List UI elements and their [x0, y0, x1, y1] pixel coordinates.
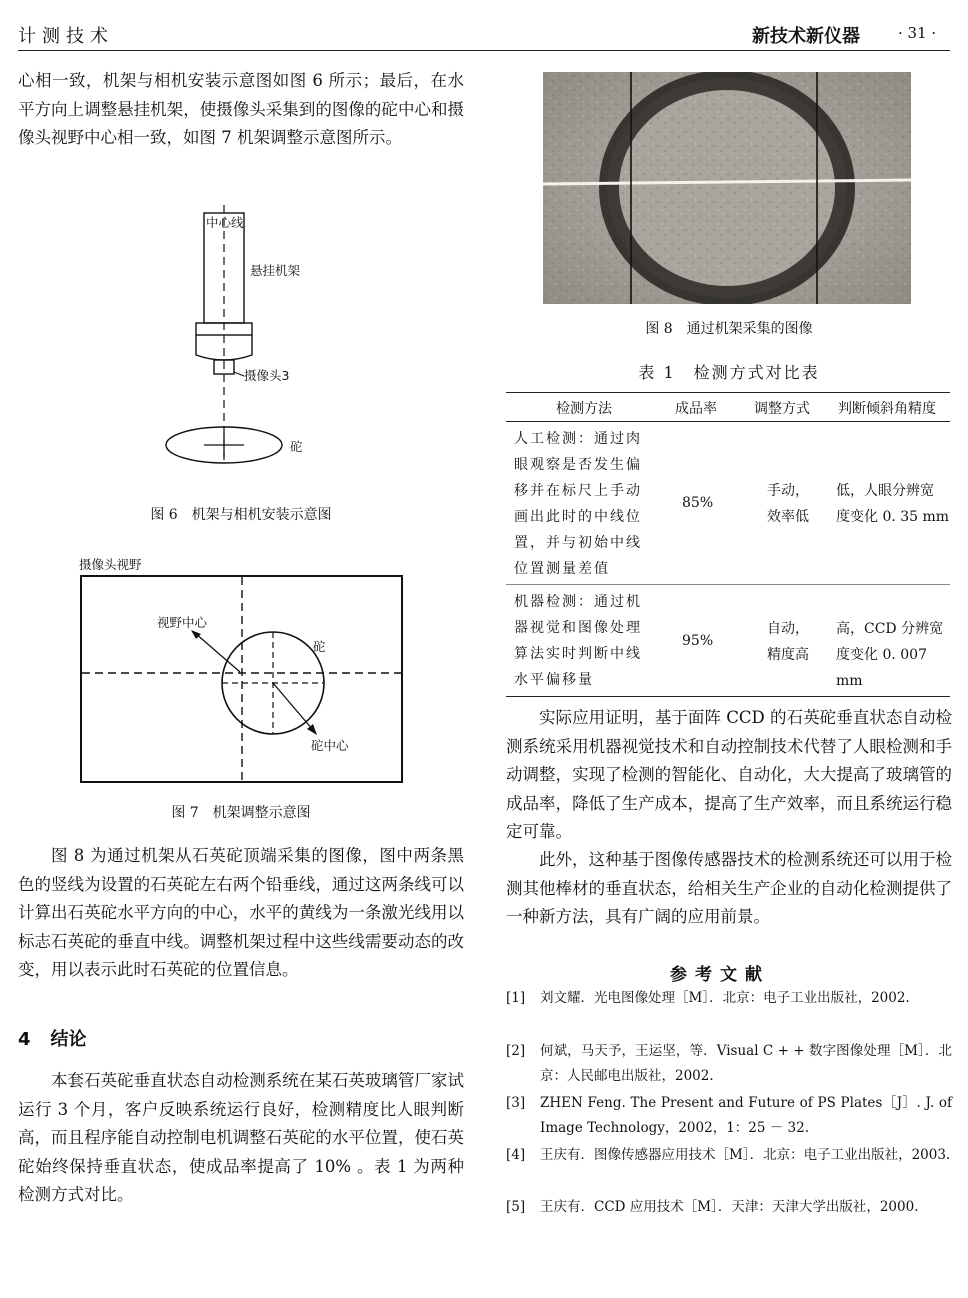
label-weight-center: 砣中心	[311, 738, 349, 753]
view-center-arrow	[195, 633, 240, 672]
reference-number: [2]	[506, 1043, 526, 1059]
section-heading	[18, 1025, 87, 1051]
label-camera: 摄像头3	[244, 368, 290, 383]
figure-7-diagram	[75, 555, 415, 790]
figure-6-caption: 图 6 机架与相机安装示意图	[150, 507, 332, 523]
table-header-adjust: 调整方式	[754, 401, 810, 417]
label-frame: 悬挂机架	[250, 263, 301, 278]
table-row-1-precision: 低，人眼分辨宽 度变化 0. 35 mm	[836, 483, 950, 525]
section-number: 4	[18, 1029, 31, 1050]
page-number: · 31 ·	[898, 24, 937, 42]
paragraph-fig8-description: 图 8 为通过机架从石英砣顶端采集的图像，图中两条黑色的竖线为设置的石英砣左右两个铅垂线，通过这两条线可以计算出石英砣水平方向的中心，水平的黄线为一条激光线用以标志石英砣的垂直中线。调整机架过程中这些线需要动态的改变，用以表示此时石英砣的位置信息。	[18, 846, 464, 979]
table-row-2-precision: 高，CCD 分辨宽 度变化 0. 007 mm	[836, 621, 944, 689]
camera-leader	[234, 372, 244, 376]
figure-7-caption: 图 7 机架调整示意图	[171, 805, 311, 821]
references-title: 参考文献	[670, 965, 770, 985]
label-center-line: 中心线	[206, 215, 244, 230]
reference-item	[506, 1039, 952, 1089]
paragraph-application: 实际应用证明，基于面阵 CCD 的石英砣垂直状态自动检测系统采用机器视觉技术和自动控制技术代替了人眼检测和手动调整，实现了检测的智能化、自动化，大大提高了玻璃管的成品率，降低了生产成本，提高了生产效率，而且系统运行稳定可靠。	[506, 708, 952, 841]
reference-item	[506, 986, 952, 1011]
reference-number: [5]	[506, 1199, 526, 1215]
table-row-2-adjust: 自动， 精度高	[767, 621, 809, 663]
reference-text: ZHEN Feng. The Present and Future of PS Plates［J］. J. of Image Technology，2002，1：25 － 32.	[540, 1095, 952, 1136]
label-camera-view: 摄像头视野	[79, 557, 142, 572]
section-title: 结论	[50, 1029, 87, 1050]
figure-6-diagram	[160, 195, 340, 485]
reference-item	[506, 1195, 952, 1220]
table-header-rule	[506, 421, 950, 422]
figure-8-photo	[543, 72, 911, 304]
weight-center-arrow	[273, 683, 313, 730]
table-row-2-method: 机器检测：通过机 器视觉和图像处理 算法实时判断中线 水平偏移量	[514, 594, 642, 688]
table-header-rate: 成品率	[675, 401, 717, 417]
label-weight: 砣	[290, 439, 303, 454]
journal-name: 计测技术	[18, 26, 114, 47]
table-row-1-rate: 85%	[682, 495, 714, 511]
reference-item	[506, 1091, 952, 1141]
reference-item	[506, 1143, 952, 1168]
reference-text: 何斌，马天予，王运坚，等．Visual C + + 数字图像处理［M］．北京：人民邮电出版社，2002.	[540, 1043, 952, 1084]
table-row-1-method: 人工检测：通过肉 眼观察是否发生偏 移并在标尺上手动 画出此时的中线位 置，并与初始中线 位置测量差值	[514, 431, 642, 577]
table-header-precision: 判断倾斜角精度	[838, 401, 936, 417]
paragraph-outlook: 此外，这种基于图像传感器技术的检测系统还可以用于检测其他棒材的垂直状态，给相关生产企业的自动化检测提供了一种新方法，具有广阔的应用前景。	[506, 850, 952, 926]
paragraph-intro: 心相一致，机架与相机安装示意图如图 6 所示；最后，在水平方向上调整悬挂机架，使摄像头采集到的图像的砣中心和摄像头视野中心相一致，如图 7 机架调整示意图所示。	[18, 71, 464, 147]
label-view-center: 视野中心	[157, 615, 208, 630]
header-rule	[18, 50, 950, 51]
reference-number: [3]	[506, 1095, 526, 1111]
reference-number: [4]	[506, 1147, 526, 1163]
table-row-divider	[506, 584, 950, 585]
paragraph-conclusion: 本套石英砣垂直状态自动检测系统在某石英玻璃管厂家试运行 3 个月，客户反映系统运行良好，检测精度比人眼判断高，而且程序能自动控制电机调整石英砣的水平位置，使石英砣始终保持垂直状态，使成品率提高了 10% 。表 1 为两种检测方式对比。	[18, 1071, 464, 1204]
table-top-rule	[506, 392, 950, 393]
reference-text: 刘文耀．光电图像处理［M］．北京：电子工业出版社，2002.	[540, 990, 910, 1006]
reference-text: 王庆有．图像传感器应用技术［M］．北京：电子工业出版社，2003.	[540, 1147, 951, 1163]
column-title: 新技术新仪器	[752, 26, 860, 47]
table-title: 表 1 检测方式对比表	[638, 363, 820, 382]
reference-text: 王庆有．CCD 应用技术［M］．天津：天津大学出版社，2000.	[540, 1199, 919, 1215]
figure-8-caption: 图 8 通过机架采集的图像	[645, 321, 813, 337]
table-bottom-rule	[506, 696, 950, 697]
table-row-2-rate: 95%	[682, 633, 714, 649]
reference-number: [1]	[506, 990, 526, 1006]
label-weight: 砣	[313, 639, 326, 654]
table-header-method: 检测方法	[556, 401, 612, 417]
table-row-1-adjust: 手动， 效率低	[767, 483, 809, 525]
